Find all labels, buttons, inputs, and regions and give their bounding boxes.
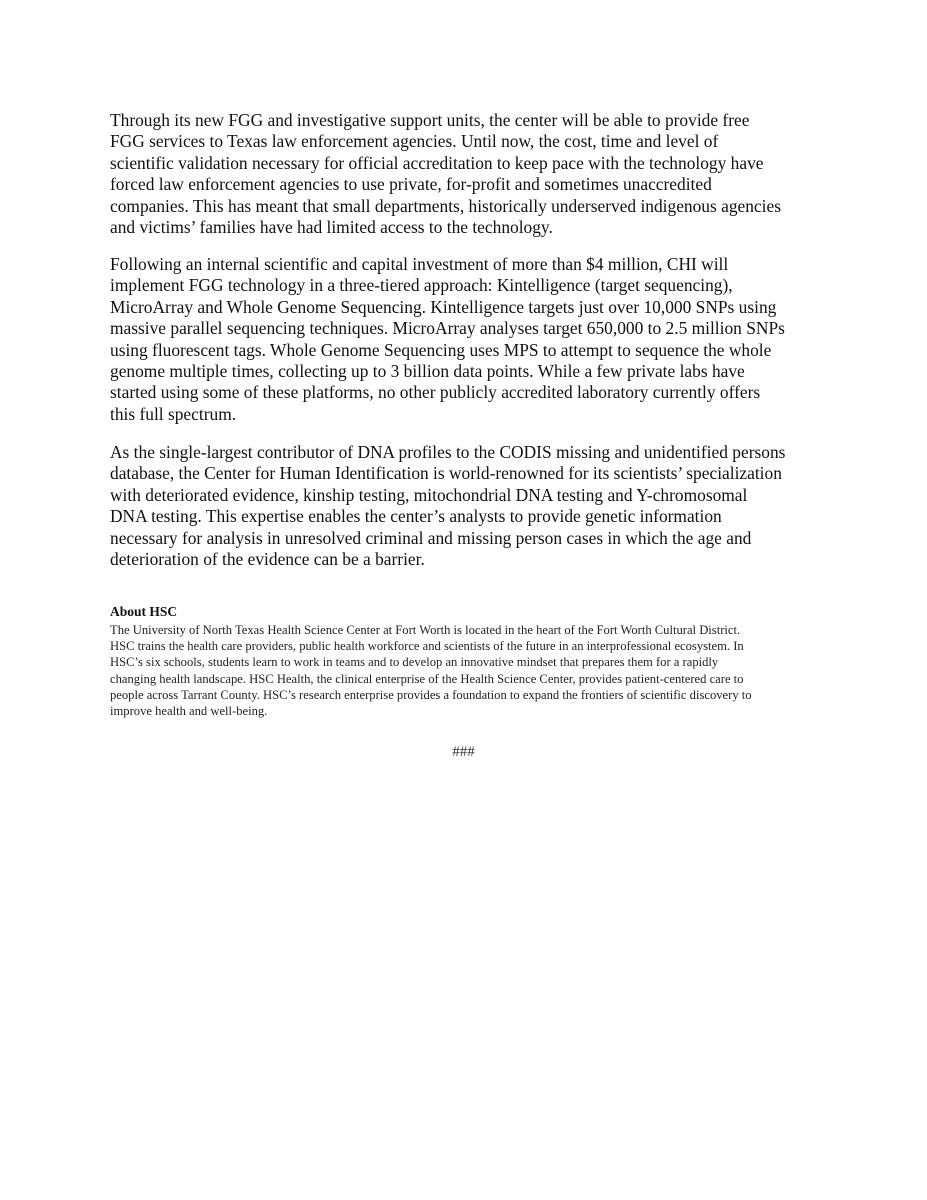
about-heading: About HSC: [110, 604, 178, 619]
about-text: The University of North Texas Health Science Center at Fort Worth is located in the heart of the Fort Worth Cultural District. HSC trains the health care providers, public health workforce and scientists of the future in an interprofessional ecosystem. In HSC’s six schools, students learn to work in teams and to develop an innovative mindset that prepares them for a rapidly changing health landscape. HSC Health, the clinical enterprise of the Health Science Center, provides patient-centered care to people across Tarrant County. HSC’s research enterprise provides a foundation to expand the frontiers of scientific discovery to improve health and well-being.: [110, 623, 752, 719]
paragraph-codis-contributor: As the single-largest contributor of DNA profiles to the CODIS missing and unidentified persons database, the Center for Human Identification is world-renowned for its scientists’ specialization with deteriorated evidence, kinship testing, mitochondrial DNA testing and Y-chromosomal DNA testing. This expertise enables the center’s analysts to provide genetic information necessary for analysis in unresolved criminal and missing person cases in which the age and deterioration of the evidence can be a barrier.: [110, 442, 786, 570]
paragraph-fgg-services: Through its new FGG and investigative support units, the center will be able to provide free FGG services to Texas law enforcement agencies. Until now, the cost, time and level of scientific validation necessary for official accreditation to keep pace with the technology have forced law enforcement agencies to use private, for-profit and sometimes unaccredited companies. This has meant that small departments, historically underserved indigenous agencies and victims’ families have had limited access to the technology.: [110, 110, 781, 238]
paragraph-fgg-technology: Following an internal scientific and capital investment of more than $4 million, CHI will implement FGG technology in a three-tiered approach: Kintelligence (target sequencing), MicroArray and Whole Genome Sequencing. Kintelligence targets just over 10,000 SNPs using massive parallel sequencing techniques. MicroArray analyses target 650,000 to 2.5 million SNPs using fluorescent tags. Whole Genome Sequencing uses MPS to attempt to sequence the whole genome multiple times, collecting up to 3 billion data points. While a few private labs have started using some of these platforms, no other publicly accredited laboratory currently offers this full spectrum.: [110, 254, 785, 424]
end-mark: ###: [452, 744, 475, 760]
